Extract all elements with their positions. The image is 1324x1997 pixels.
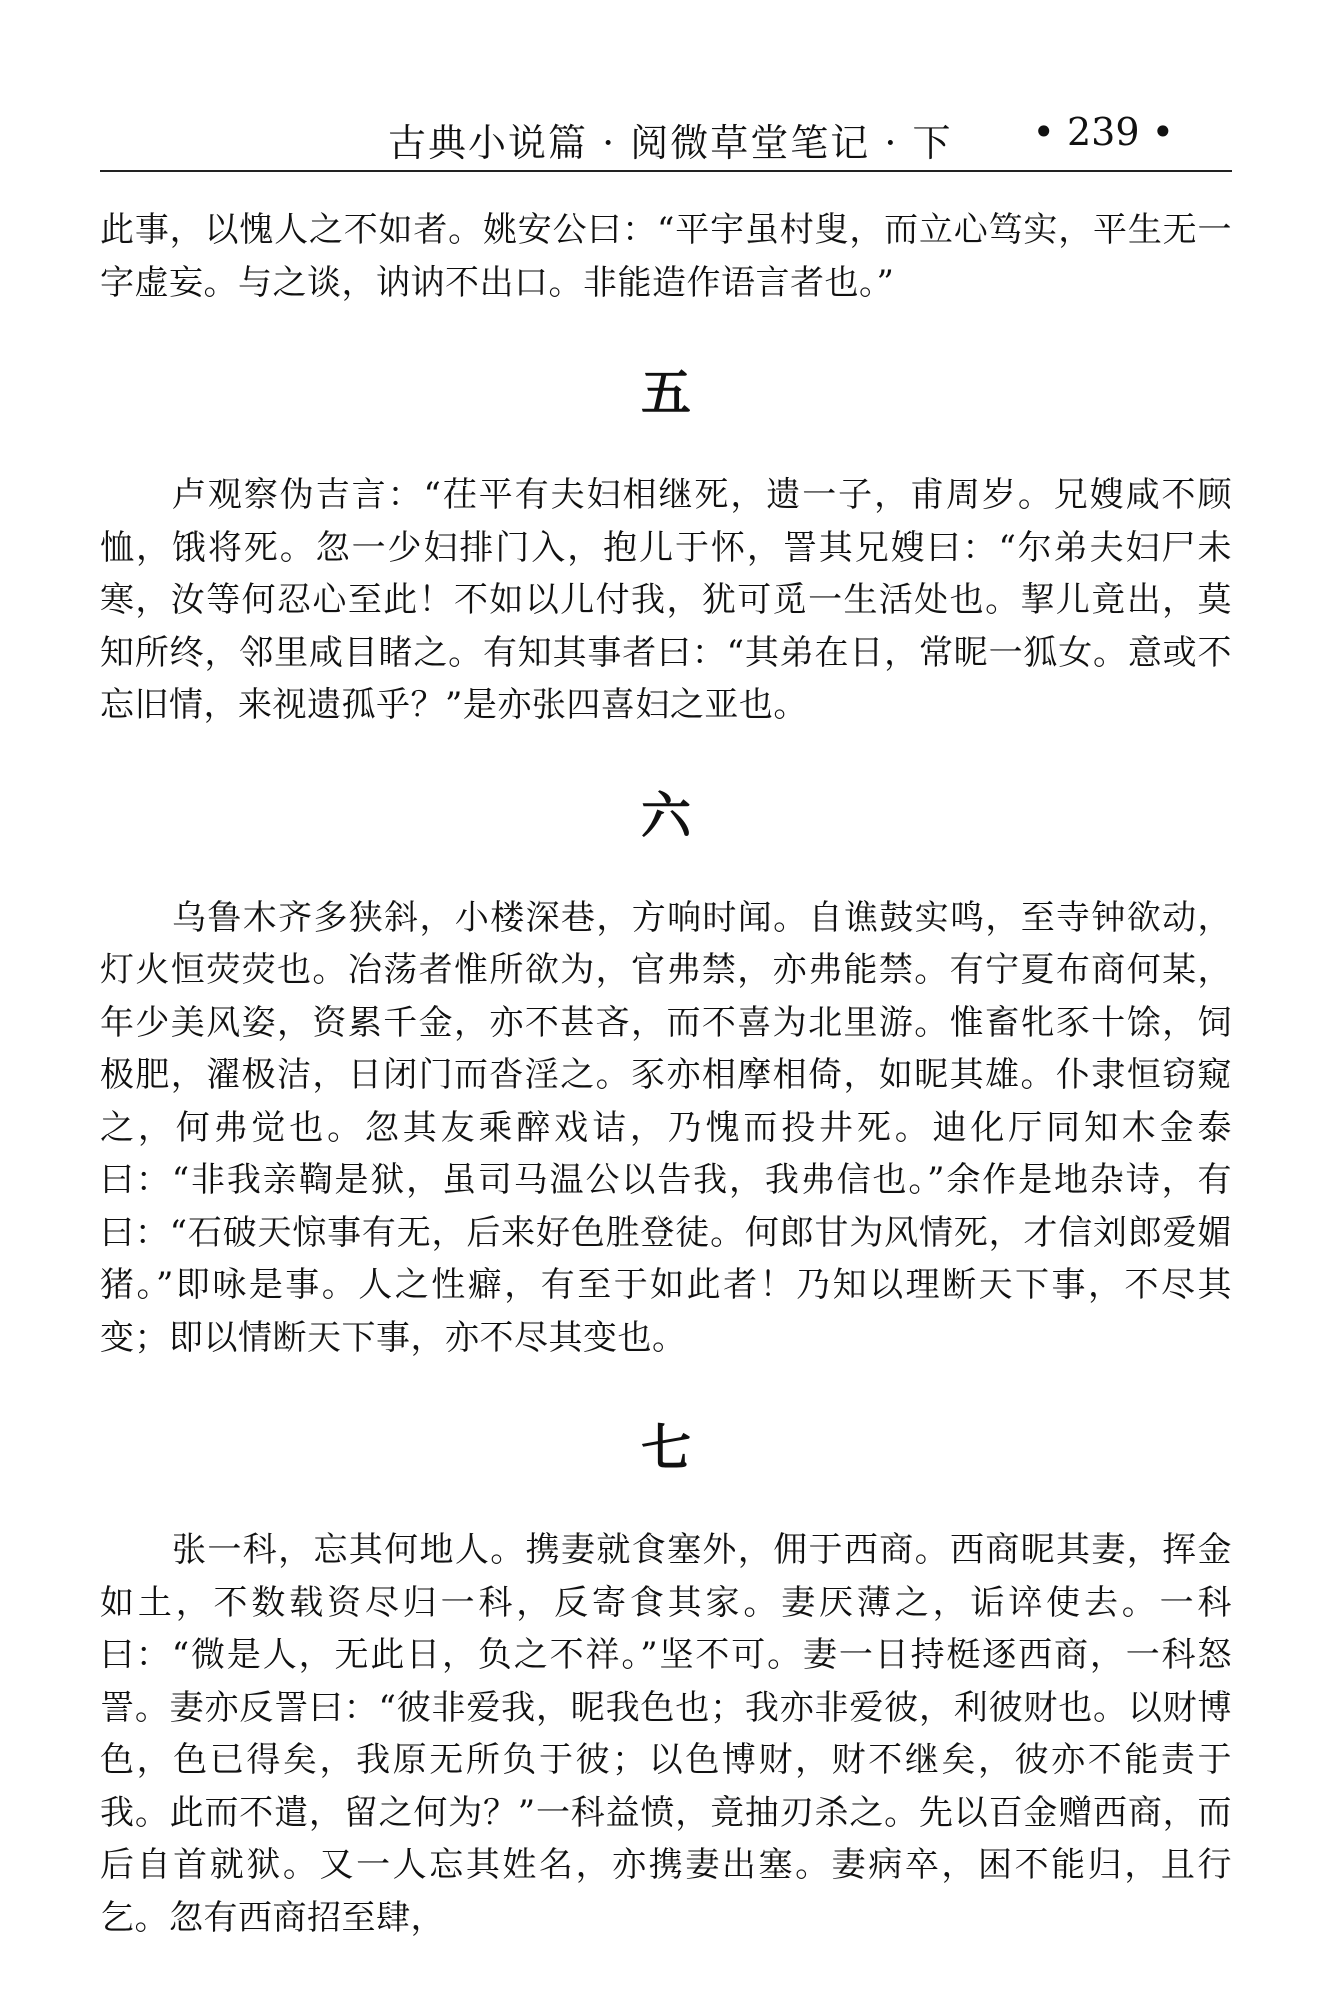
running-header — [100, 108, 1232, 172]
paragraph-section-5: 卢观察伪吉言：“茌平有夫妇相继死，遗一子，甫周岁。兄嫂咸不顾恤，饿将死。忽一少妇排门入，抱儿于怀，詈其兄嫂曰：“尔弟夫妇尸未寒，汝等何忍心至此！不如以儿付我，犹可觅一生活处也。挈儿竟出，莫知所终，邻里咸目睹之。有知其事者曰：“其弟在日，常昵一狐女。意或不忘旧情，来视遗孤乎？”是亦张四喜妇之亚也。 — [100, 475, 1232, 725]
page-number: • 239 • — [1032, 110, 1174, 154]
section-number-6: 六 — [641, 785, 691, 845]
paragraph-section-7: 张一科，忘其何地人。携妻就食塞外，佣于西商。西商昵其妻，挥金如土，不数载资尽归一科，反寄食其家。妻厌薄之，诟谇使去。一科曰：“微是人，无此日，负之不祥。”坚不可。妻一日持梃逐西商，一科怒詈。妻亦反詈曰：“彼非爱我，昵我色也；我亦非爱彼，利彼财也。以财博色，色已得矣，我原无所负于彼；以色博财，财不继矣，彼亦不能责于我。此而不遣，留之何为？”一科益愤，竟抽刃杀之。先以百金赠西商，而后自首就狱。又一人忘其姓名，亦携妻出塞。妻病卒，困不能归，且行乞。忽有西商招至肆， — [100, 1530, 1232, 1938]
paragraph-section-6: 乌鲁木齐多狭斜，小楼深巷，方响时闻。自谯鼓实鸣，至寺钟欲动，灯火恒荧荧也。冶荡者惟所欲为，官弗禁，亦弗能禁。有宁夏布商何某，年少美风姿，资累千金，亦不甚吝，而不喜为北里游。惟畜牝豕十馀，饲极肥，濯极洁，日闭门而沓淫之。豕亦相摩相倚，如昵其雄。仆隶恒窃窥之，何弗觉也。忽其友乘醉戏诘，乃愧而投井死。迪化厅同知木金泰曰：“非我亲鞫是狱，虽司马温公以告我，我弗信也。”余作是地杂诗，有曰：“石破天惊事有无，后来好色胜登徒。何郎甘为风情死，才信刘郎爱媚猪。”即咏是事。人之性癖，有至于如此者！乃知以理断天下事，不尽其变；即以情断天下事，亦不尽其变也。 — [100, 897, 1232, 1358]
header-title: 古典小说篇 · 阅微草堂笔记 · 下 — [388, 121, 953, 165]
section-number-7: 七 — [641, 1418, 691, 1477]
section-number-5: 五 — [641, 363, 691, 422]
page-body — [100, 204, 1232, 1944]
paragraph-continued: 此事，以愧人之不如者。姚安公曰：“平宇虽村叟，而立心笃实，平生无一字虚妄。与之谈，讷讷不出口。非能造作语言者也。” — [100, 210, 1232, 303]
